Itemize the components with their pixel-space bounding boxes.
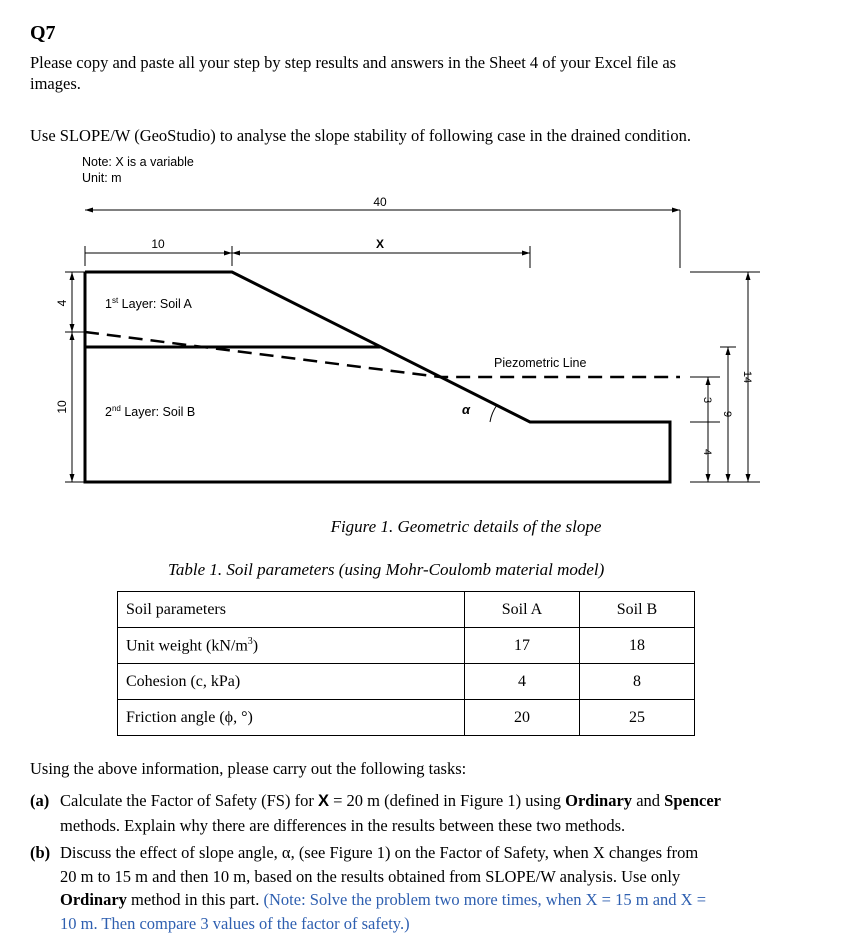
task-a bbox=[30, 789, 790, 839]
value-soil-b: 18 bbox=[580, 628, 695, 664]
table-header-row bbox=[118, 592, 695, 628]
header-soil-a: Soil A bbox=[465, 592, 580, 628]
piezometric-label: Piezometric Line bbox=[494, 356, 587, 370]
arrow-head bbox=[70, 272, 75, 280]
task-b-label: (b) bbox=[30, 843, 51, 862]
param-cohesion: Cohesion (c, kPa) bbox=[118, 664, 465, 700]
note-unit: Unit: m bbox=[82, 171, 122, 185]
arrow-head bbox=[672, 208, 680, 213]
note-variable: Note: X is a variable bbox=[82, 155, 194, 169]
arrow-head bbox=[70, 474, 75, 482]
arrow-head bbox=[746, 474, 751, 482]
dim-label-x: X bbox=[375, 237, 385, 251]
value-soil-a: 20 bbox=[465, 700, 580, 736]
arrow-head bbox=[232, 251, 240, 256]
task-b-body: Discuss the effect of slope angle, α, (see Figure 1) on the Factor of Safety, when X changes from 20 m to 15 m and then 10 m, based on the results obtained from SLOPE/W analysis. Use only Ordinary method in this part. (Note: Solve the problem two more times, when X = 15 m and X = 10 m. Then compare 3 values of the factor of safety.) bbox=[60, 843, 706, 933]
dim-label-right-4: 4 bbox=[701, 448, 713, 456]
param-friction-angle: Friction angle (ϕ, °) bbox=[118, 700, 465, 736]
layer-1-label: 1st Layer: Soil A bbox=[105, 296, 192, 311]
question-number: Q7 bbox=[30, 22, 56, 44]
header-soil-b: Soil B bbox=[580, 592, 695, 628]
arrow-head bbox=[70, 324, 75, 332]
dim-label-right-14: 14 bbox=[741, 370, 753, 384]
intro-line-2: images. bbox=[30, 74, 81, 93]
intro-line-1: Please copy and paste all your step by step results and answers in the Sheet 4 of your Excel file as bbox=[30, 53, 677, 72]
dim-label-right-9: 9 bbox=[721, 410, 733, 418]
arrow-head bbox=[224, 251, 232, 256]
tasks-intro: Using the above information, please carry out the following tasks: bbox=[30, 759, 467, 778]
value-soil-b: 25 bbox=[580, 700, 695, 736]
header-parameter: Soil parameters bbox=[118, 592, 465, 628]
arrow-head bbox=[746, 272, 751, 280]
table-row bbox=[118, 700, 695, 736]
dim-label-left-4: 4 bbox=[55, 299, 69, 307]
angle-label: α bbox=[461, 402, 471, 417]
arrow-head bbox=[706, 474, 711, 482]
task-b bbox=[30, 841, 790, 941]
table-row bbox=[118, 628, 695, 664]
arrow-head bbox=[85, 208, 93, 213]
soil-parameters-table bbox=[117, 591, 695, 736]
arrow-head bbox=[726, 474, 731, 482]
dim-label-left-10: 10 bbox=[55, 400, 69, 414]
angle-arc bbox=[490, 405, 497, 422]
arrow-head bbox=[726, 347, 731, 355]
layer-2-label: 2nd Layer: Soil B bbox=[105, 404, 196, 419]
value-soil-a: 17 bbox=[465, 628, 580, 664]
dim-label-10: 10 bbox=[151, 237, 165, 251]
task-a-body: Calculate the Factor of Safety (FS) for X = 20 m (defined in Figure 1) using Ordinary and Spencer methods. Explain why there are differences in the results between these two methods. bbox=[60, 791, 721, 835]
arrow-head bbox=[522, 251, 530, 256]
table-caption: Table 1. Soil parameters (using Mohr-Coulomb material model) bbox=[168, 560, 605, 579]
param-unit-weight: Unit weight $(kN/m^3)$ bbox=[118, 628, 465, 664]
instruction-text: Use SLOPE/W (GeoStudio) to analyse the slope stability of following case in the drained condition. bbox=[30, 126, 691, 145]
table-row bbox=[118, 664, 695, 700]
task-a-label: (a) bbox=[30, 791, 50, 810]
arrow-head bbox=[706, 377, 711, 385]
dim-label-right-3: 3 bbox=[701, 396, 713, 404]
figure-caption: Figure 1. Geometric details of the slope bbox=[330, 517, 602, 536]
value-soil-a: 4 bbox=[465, 664, 580, 700]
piezometric-line bbox=[85, 332, 680, 377]
value-soil-b: 8 bbox=[580, 664, 695, 700]
arrow-head bbox=[70, 332, 75, 340]
dim-label-40: 40 bbox=[373, 195, 387, 209]
